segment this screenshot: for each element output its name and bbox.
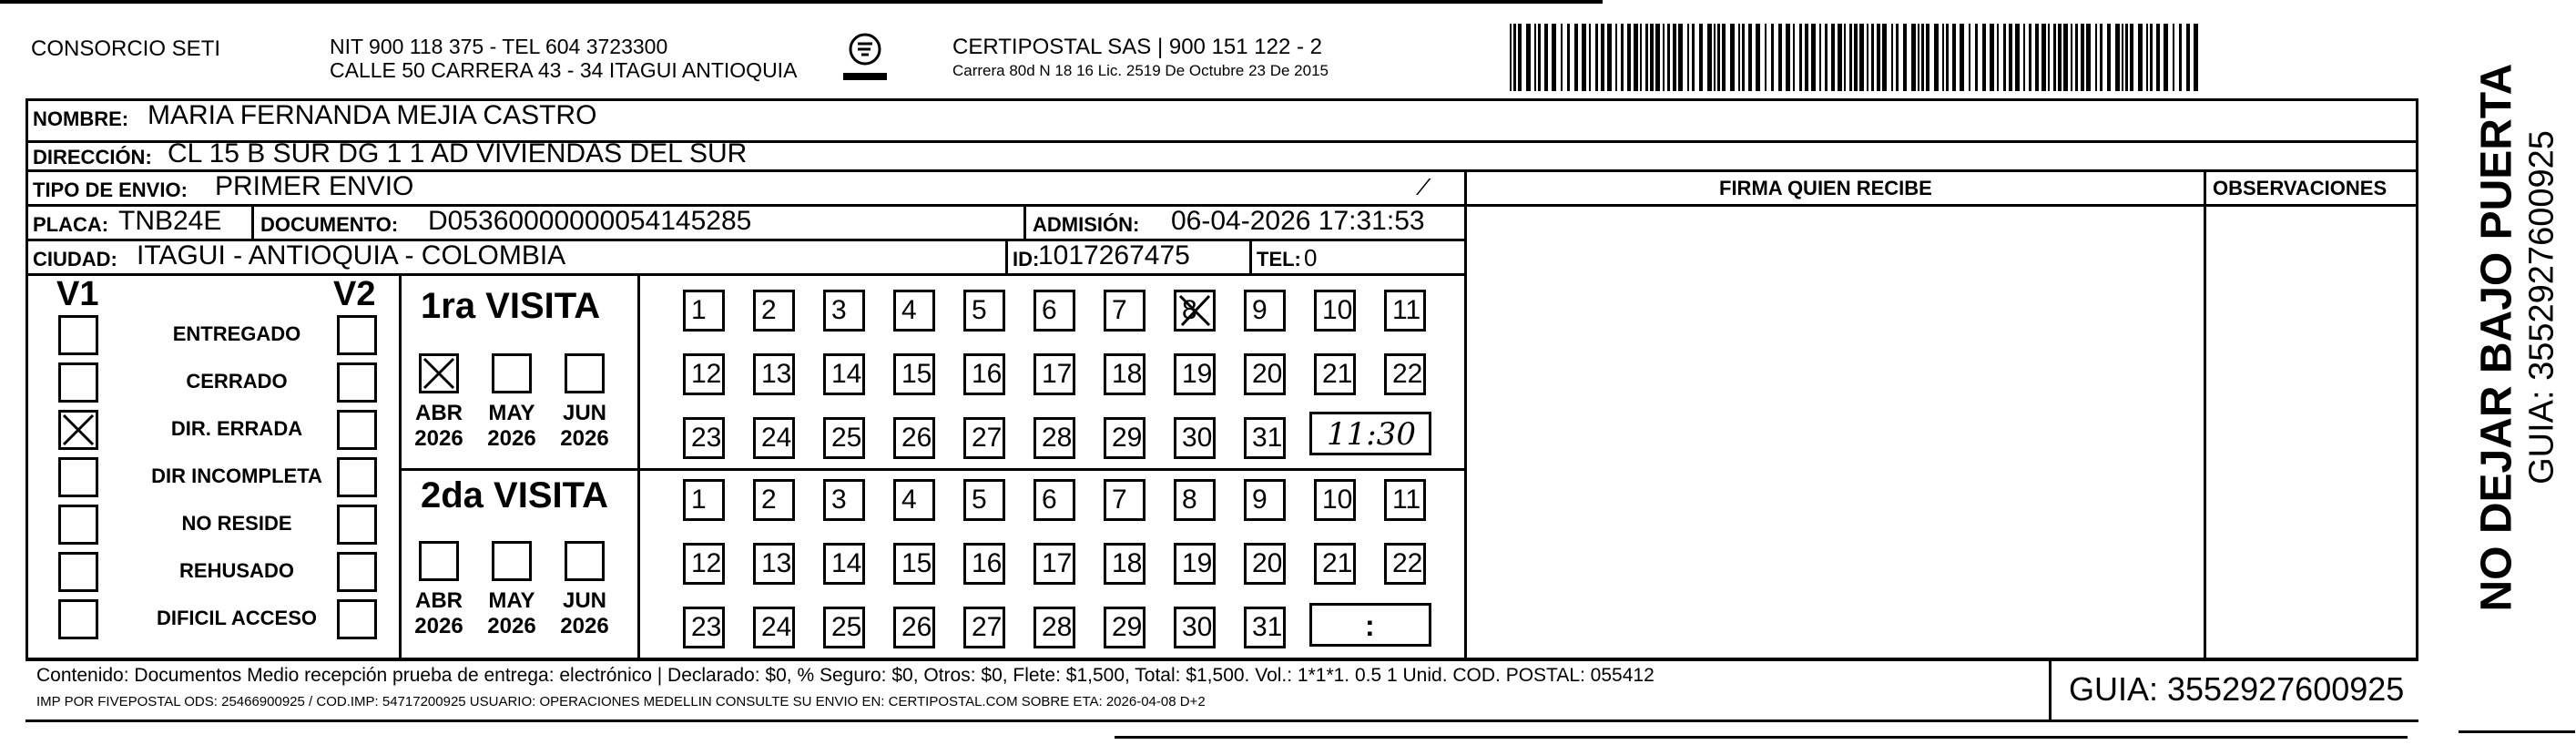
day-number: 21 bbox=[1322, 548, 1353, 578]
barcode bbox=[1510, 24, 2202, 91]
v1-checkbox[interactable] bbox=[58, 457, 98, 497]
day-number: 3 bbox=[831, 485, 847, 515]
day-number: 20 bbox=[1252, 359, 1283, 389]
day-box[interactable] bbox=[753, 607, 795, 648]
day-box[interactable] bbox=[1104, 479, 1145, 521]
day-number: 10 bbox=[1322, 485, 1353, 515]
v1-checkbox[interactable] bbox=[58, 362, 98, 403]
no-dejar-warning: NO DEJAR BAJO PUERTA bbox=[2472, 63, 2521, 612]
day-box[interactable] bbox=[1314, 543, 1356, 585]
day-box[interactable] bbox=[1314, 479, 1356, 521]
day-box[interactable] bbox=[753, 417, 795, 459]
day-box[interactable] bbox=[1244, 479, 1286, 521]
certipostal-logo bbox=[838, 31, 892, 89]
day-box[interactable] bbox=[823, 607, 865, 648]
nombre-value: MARIA FERNANDA MEJIA CASTRO bbox=[148, 100, 597, 130]
day-box[interactable] bbox=[963, 479, 1005, 521]
day-number: 17 bbox=[1042, 359, 1073, 389]
row-divider bbox=[25, 658, 2418, 660]
v2-checkbox[interactable] bbox=[337, 599, 377, 639]
day-number: 1 bbox=[691, 485, 707, 515]
month-caption bbox=[412, 401, 466, 452]
day-number: 20 bbox=[1252, 548, 1283, 578]
day-number: 15 bbox=[901, 359, 932, 389]
day-box[interactable] bbox=[1033, 543, 1075, 585]
day-box[interactable] bbox=[1033, 479, 1075, 521]
month-caption bbox=[557, 401, 612, 452]
section-divider bbox=[637, 273, 640, 658]
day-number: 8 bbox=[1182, 485, 1197, 515]
day-box[interactable] bbox=[823, 290, 865, 332]
day-box[interactable] bbox=[1174, 607, 1216, 648]
day-number: 25 bbox=[831, 423, 862, 453]
column-divider bbox=[1464, 169, 1467, 658]
month-caption bbox=[484, 401, 539, 452]
day-box[interactable] bbox=[1174, 543, 1216, 585]
day-box[interactable] bbox=[1033, 607, 1075, 648]
ciudad-label: CIUDAD: bbox=[33, 248, 117, 270]
day-box[interactable] bbox=[1104, 417, 1145, 459]
v1-checkbox[interactable] bbox=[58, 505, 98, 545]
tel-label: TEL: bbox=[1257, 248, 1301, 270]
day-box[interactable] bbox=[823, 479, 865, 521]
day-box[interactable] bbox=[1104, 290, 1145, 332]
day-number: 6 bbox=[1042, 295, 1057, 325]
month-checkbox[interactable] bbox=[419, 353, 459, 393]
day-box[interactable] bbox=[1174, 290, 1216, 332]
bottom-edge-line bbox=[2459, 730, 2575, 733]
pen-mark: ⁄ bbox=[1422, 173, 1427, 200]
day-number: 4 bbox=[901, 485, 917, 515]
month-checkbox[interactable] bbox=[565, 541, 605, 581]
day-number: 13 bbox=[761, 359, 792, 389]
day-number: 5 bbox=[972, 485, 987, 515]
day-box[interactable] bbox=[1244, 290, 1286, 332]
admision-label: ADMISIÓN: bbox=[1033, 213, 1140, 236]
month-label: MAY bbox=[488, 401, 535, 425]
day-number: 28 bbox=[1042, 423, 1073, 453]
day-number: 25 bbox=[831, 612, 862, 642]
day-number: 31 bbox=[1252, 612, 1283, 642]
month-checkbox[interactable] bbox=[565, 353, 605, 393]
first-visit-title: 1ra VISITA bbox=[421, 286, 601, 326]
month-checkbox[interactable] bbox=[492, 353, 532, 393]
day-box[interactable] bbox=[893, 543, 935, 585]
status-option-label: REHUSADO bbox=[179, 559, 294, 582]
footer-print-line: IMP POR FIVEPOSTAL ODS: 25466900925 / COD.IMP: 54717200925 USUARIO: OPERACIONES MEDELLIN CONSULTE SU ENVIO EN: CERTIPOSTAL.COM SOBRE ETA: 2026-04-08 D+2 bbox=[36, 694, 1206, 709]
day-box[interactable] bbox=[1244, 353, 1286, 395]
admision-value: 06-04-2026 17:31:53 bbox=[1171, 206, 1425, 236]
day-number: 5 bbox=[972, 295, 987, 325]
status-option-label: CERRADO bbox=[186, 370, 288, 393]
documento-label: DOCUMENTO: bbox=[260, 213, 399, 236]
day-box[interactable] bbox=[823, 417, 865, 459]
month-caption bbox=[557, 588, 612, 639]
footer-content-line: Contenido: Documentos Medio recepción prueba de entrega: electrónico | Declarado: $0, % Seguro: $0, Otros: $0, Flete: $1,500, Total: $1,500. Vol.: 1*1*1. 0.5 1 Unid. COD. POSTAL: 055412 bbox=[36, 665, 1655, 686]
day-box[interactable] bbox=[683, 290, 725, 332]
day-number: 2 bbox=[761, 295, 777, 325]
side-guia: GUIA: 3552927600925 bbox=[2522, 130, 2561, 485]
day-box[interactable] bbox=[1033, 290, 1075, 332]
day-box[interactable] bbox=[963, 543, 1005, 585]
day-number: 8 bbox=[1182, 295, 1197, 325]
year-label: 2026 bbox=[414, 426, 463, 451]
tipo-value: PRIMER ENVIO bbox=[215, 171, 414, 201]
status-option-label: ENTREGADO bbox=[172, 322, 301, 345]
cell-divider bbox=[251, 204, 254, 239]
year-label: 2026 bbox=[487, 426, 536, 451]
month-checkbox[interactable] bbox=[492, 541, 532, 581]
month-label: ABR bbox=[415, 401, 463, 425]
day-box[interactable] bbox=[1104, 353, 1145, 395]
side-annotation bbox=[2422, 63, 2561, 641]
day-box[interactable] bbox=[683, 353, 725, 395]
month-caption bbox=[484, 588, 539, 639]
documento-value: D05360000000054145285 bbox=[428, 206, 752, 236]
day-box[interactable] bbox=[963, 290, 1005, 332]
day-number: 2 bbox=[761, 485, 777, 515]
tipo-label: TIPO DE ENVIO: bbox=[33, 179, 188, 201]
year-label: 2026 bbox=[487, 614, 536, 638]
v1-checkbox[interactable] bbox=[58, 315, 98, 355]
day-box[interactable] bbox=[893, 479, 935, 521]
month-caption bbox=[412, 588, 466, 639]
day-number: 19 bbox=[1182, 359, 1213, 389]
placa-value: TNB24E bbox=[118, 206, 222, 236]
day-number: 24 bbox=[761, 423, 792, 453]
courier-info: CERTIPOSTAL SAS | 900 151 122 - 2 bbox=[952, 35, 1322, 59]
day-box[interactable] bbox=[683, 479, 725, 521]
day-number: 23 bbox=[691, 423, 722, 453]
guia-number: GUIA: 3552927600925 bbox=[2069, 670, 2405, 708]
day-number: 13 bbox=[761, 548, 792, 578]
day-box[interactable] bbox=[893, 417, 935, 459]
day-number: 30 bbox=[1182, 612, 1213, 642]
day-box[interactable] bbox=[1104, 607, 1145, 648]
day-number: 24 bbox=[761, 612, 792, 642]
row-divider bbox=[25, 273, 1466, 276]
day-box[interactable] bbox=[1174, 479, 1216, 521]
day-number: 17 bbox=[1042, 548, 1073, 578]
v2-checkbox[interactable] bbox=[337, 362, 377, 403]
day-number: 6 bbox=[1042, 485, 1057, 515]
day-box[interactable] bbox=[893, 290, 935, 332]
footer-divider bbox=[2049, 658, 2052, 719]
v1-label: V1 bbox=[56, 275, 99, 313]
v1-checkbox[interactable] bbox=[58, 599, 98, 639]
day-box[interactable] bbox=[893, 607, 935, 648]
bottom-edge-line bbox=[1115, 736, 2408, 739]
day-number: 11 bbox=[1392, 295, 1421, 325]
month-label: JUN bbox=[562, 588, 606, 613]
day-number: 12 bbox=[691, 359, 722, 389]
id-value: 1017267475 bbox=[1038, 240, 1190, 270]
day-number: 3 bbox=[831, 295, 847, 325]
nombre-label: NOMBRE: bbox=[33, 107, 129, 130]
firma-header: FIRMA QUIEN RECIBE bbox=[1719, 177, 1932, 199]
day-box[interactable] bbox=[1384, 543, 1426, 585]
day-box[interactable] bbox=[1384, 353, 1426, 395]
day-number: 16 bbox=[972, 548, 1003, 578]
day-number: 22 bbox=[1392, 548, 1423, 578]
day-number: 31 bbox=[1252, 423, 1283, 453]
direccion-label: DIRECCIÓN: bbox=[33, 146, 152, 168]
month-label: ABR bbox=[415, 588, 463, 613]
day-number: 7 bbox=[1112, 295, 1127, 325]
year-label: 2026 bbox=[560, 614, 609, 638]
v2-checkbox[interactable] bbox=[337, 410, 377, 450]
day-number: 10 bbox=[1322, 295, 1353, 325]
day-box[interactable] bbox=[963, 353, 1005, 395]
status-option-label: NO RESIDE bbox=[181, 512, 292, 535]
day-box[interactable] bbox=[753, 290, 795, 332]
day-number: 29 bbox=[1112, 423, 1143, 453]
day-box[interactable] bbox=[823, 353, 865, 395]
day-box[interactable] bbox=[1174, 417, 1216, 459]
day-number: 14 bbox=[831, 359, 862, 389]
v2-checkbox[interactable] bbox=[337, 315, 377, 355]
day-number: 4 bbox=[901, 295, 917, 325]
day-number: 30 bbox=[1182, 423, 1213, 453]
day-number: 23 bbox=[691, 612, 722, 642]
day-box[interactable] bbox=[1033, 353, 1075, 395]
day-number: 9 bbox=[1252, 485, 1268, 515]
day-number: 7 bbox=[1112, 485, 1127, 515]
column-divider bbox=[2204, 169, 2206, 658]
company-name: CONSORCIO SETI bbox=[31, 36, 221, 61]
cell-divider bbox=[1023, 204, 1026, 239]
day-number: 18 bbox=[1112, 548, 1143, 578]
day-box[interactable] bbox=[753, 479, 795, 521]
day-number: 11 bbox=[1392, 485, 1421, 515]
direccion-value: CL 15 B SUR DG 1 1 AD VIVIENDAS DEL SUR bbox=[168, 138, 748, 168]
v2-checkbox[interactable] bbox=[337, 505, 377, 545]
first-visit-time: 11:30 bbox=[1327, 416, 1416, 453]
year-label: 2026 bbox=[414, 614, 463, 638]
id-label: ID: bbox=[1013, 248, 1040, 270]
day-box[interactable] bbox=[1314, 353, 1356, 395]
day-box[interactable] bbox=[753, 543, 795, 585]
day-number: 1 bbox=[691, 295, 707, 325]
visit-divider bbox=[399, 468, 1466, 471]
v2-label: V2 bbox=[333, 275, 376, 313]
day-number: 19 bbox=[1182, 548, 1213, 578]
day-box[interactable] bbox=[1244, 543, 1286, 585]
day-box[interactable] bbox=[683, 417, 725, 459]
courier-license: Carrera 80d N 18 16 Lic. 2519 De Octubre 23 De 2015 bbox=[952, 62, 1329, 79]
cell-divider bbox=[1005, 239, 1008, 273]
day-number: 14 bbox=[831, 548, 862, 578]
day-number: 26 bbox=[901, 612, 932, 642]
month-checkbox[interactable] bbox=[419, 541, 459, 581]
observaciones-header: OBSERVACIONES bbox=[2213, 177, 2388, 199]
bottom-divider bbox=[25, 719, 2418, 722]
top-edge-line bbox=[0, 0, 1603, 4]
day-box[interactable] bbox=[683, 543, 725, 585]
status-option-label: DIR. ERRADA bbox=[170, 417, 303, 440]
day-box[interactable] bbox=[1104, 543, 1145, 585]
day-box[interactable] bbox=[963, 607, 1005, 648]
day-box[interactable] bbox=[1384, 290, 1426, 332]
first-visit-time-box[interactable] bbox=[1309, 412, 1431, 455]
day-number: 12 bbox=[691, 548, 722, 578]
second-visit-title: 2da VISITA bbox=[421, 475, 608, 515]
v1-checkbox[interactable] bbox=[58, 410, 98, 450]
day-number: 22 bbox=[1392, 359, 1423, 389]
day-number: 21 bbox=[1322, 359, 1353, 389]
month-label: MAY bbox=[488, 588, 535, 613]
day-box[interactable] bbox=[1244, 607, 1286, 648]
section-divider bbox=[399, 273, 402, 658]
second-visit-time-box[interactable] bbox=[1309, 603, 1431, 647]
placa-label: PLACA: bbox=[33, 213, 109, 236]
day-box[interactable] bbox=[1244, 417, 1286, 459]
day-box[interactable] bbox=[753, 353, 795, 395]
day-box[interactable] bbox=[963, 417, 1005, 459]
v1-checkbox[interactable] bbox=[58, 552, 98, 592]
v2-checkbox[interactable] bbox=[337, 457, 377, 497]
day-box[interactable] bbox=[823, 543, 865, 585]
row-divider bbox=[1464, 204, 2418, 207]
day-number: 27 bbox=[972, 612, 1003, 642]
company-address: CALLE 50 CARRERA 43 - 34 ITAGUI ANTIOQUIA bbox=[330, 58, 798, 82]
day-number: 26 bbox=[901, 423, 932, 453]
second-visit-time: : bbox=[1365, 609, 1375, 642]
day-number: 15 bbox=[901, 548, 932, 578]
day-number: 28 bbox=[1042, 612, 1073, 642]
day-box[interactable] bbox=[1033, 417, 1075, 459]
month-label: JUN bbox=[562, 401, 606, 425]
day-box[interactable] bbox=[683, 607, 725, 648]
cell-divider bbox=[1249, 239, 1252, 273]
day-box[interactable] bbox=[893, 353, 935, 395]
v2-checkbox[interactable] bbox=[337, 552, 377, 592]
status-option-label: DIR INCOMPLETA bbox=[151, 464, 322, 487]
tel-value: 0 bbox=[1304, 244, 1318, 271]
company-nit: NIT 900 118 375 - TEL 604 3723300 bbox=[330, 35, 668, 58]
day-box[interactable] bbox=[1174, 353, 1216, 395]
day-number: 16 bbox=[972, 359, 1003, 389]
day-box[interactable] bbox=[1384, 479, 1426, 521]
day-box[interactable] bbox=[1314, 290, 1356, 332]
day-number: 18 bbox=[1112, 359, 1143, 389]
day-number: 29 bbox=[1112, 612, 1143, 642]
status-option-label: DIFICIL ACCESO bbox=[156, 607, 317, 629]
day-number: 27 bbox=[972, 423, 1003, 453]
ciudad-value: ITAGUI - ANTIOQUIA - COLOMBIA bbox=[137, 240, 566, 270]
year-label: 2026 bbox=[560, 426, 609, 451]
day-number: 9 bbox=[1252, 295, 1268, 325]
